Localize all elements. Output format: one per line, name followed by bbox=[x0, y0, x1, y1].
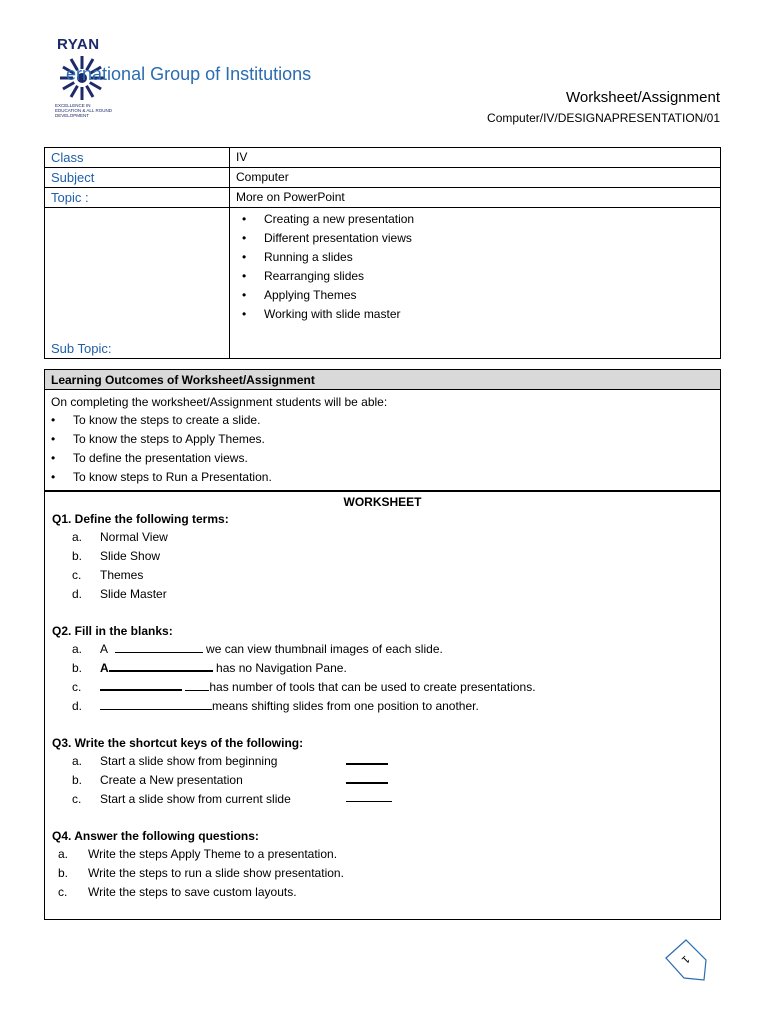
list-item bbox=[52, 864, 713, 883]
subtopic-label-cell bbox=[45, 208, 230, 359]
question-4-list bbox=[52, 845, 713, 902]
item-marker: b. bbox=[72, 661, 83, 675]
item-marker: b. bbox=[72, 549, 83, 563]
class-value: IV bbox=[230, 148, 721, 168]
question-1-list bbox=[52, 528, 713, 604]
subject-value: Computer bbox=[230, 168, 721, 188]
answer-blank bbox=[346, 790, 392, 802]
list-item: • Running a slides bbox=[236, 248, 714, 267]
outcomes-box bbox=[44, 390, 721, 491]
meta-table bbox=[44, 147, 721, 359]
item-marker: c. bbox=[72, 568, 82, 582]
item-marker: a. bbox=[72, 754, 83, 768]
list-item: • Different presentation views bbox=[236, 229, 714, 248]
item-marker: c. bbox=[72, 792, 82, 806]
list-item bbox=[52, 566, 713, 585]
item-text bbox=[80, 642, 443, 656]
subtopic-list-cell bbox=[230, 208, 721, 359]
item-text: Start a slide show from current slide bbox=[100, 792, 291, 806]
table-row bbox=[45, 168, 721, 188]
list-item: • Working with slide master bbox=[236, 305, 714, 324]
blank-suffix: we can view thumbnail images of each slide. bbox=[206, 642, 443, 656]
outcomes-list bbox=[51, 411, 714, 487]
topic-label: Topic : bbox=[45, 188, 230, 208]
question-1-title: Q1. Define the following terms: bbox=[52, 512, 229, 526]
outcomes-heading: Learning Outcomes of Worksheet/Assignment bbox=[44, 369, 721, 390]
list-item bbox=[52, 790, 713, 809]
item-marker: a. bbox=[72, 530, 83, 544]
item-text: Create a New presentation bbox=[100, 773, 243, 787]
table-row bbox=[45, 148, 721, 168]
list-item bbox=[52, 845, 713, 864]
class-label: Class bbox=[45, 148, 230, 168]
list-item: • Applying Themes bbox=[236, 286, 714, 305]
blank-line bbox=[115, 641, 203, 653]
worksheet-box bbox=[44, 491, 721, 920]
list-item bbox=[52, 640, 713, 659]
item-marker: a. bbox=[72, 642, 83, 656]
answer-blank bbox=[346, 771, 388, 784]
item-text: Normal View bbox=[100, 530, 168, 544]
worksheet-code: Computer/IV/DESIGNAPRESENTATION/01 bbox=[487, 111, 720, 125]
list-item bbox=[52, 585, 713, 604]
item-text: Write the steps to save custom layouts. bbox=[88, 885, 297, 899]
blank-suffix: has number of tools that can be used to create presentations. bbox=[209, 680, 536, 694]
item-text bbox=[80, 699, 479, 713]
logo-motto: EXCELLENCE IN EDUCATION & ALL ROUND DEVELOPMENT bbox=[55, 103, 113, 118]
question-2-list bbox=[52, 640, 713, 716]
list-item bbox=[52, 528, 713, 547]
list-item: • To know the steps to create a slide. bbox=[51, 411, 714, 430]
blank-suffix: has no Navigation Pane. bbox=[216, 661, 347, 675]
organization-name bbox=[46, 64, 311, 85]
list-item: • To define the presentation views. bbox=[51, 449, 714, 468]
blank-suffix: means shifting slides from one position to another. bbox=[212, 699, 479, 713]
list-item: • To know steps to Run a Presentation. bbox=[51, 468, 714, 487]
list-item bbox=[52, 771, 713, 790]
org-name-text: ernational Group of Institutions bbox=[66, 64, 312, 84]
list-item: • To know the steps to Apply Themes. bbox=[51, 430, 714, 449]
item-marker: c. bbox=[58, 885, 68, 899]
item-text: Start a slide show from beginning bbox=[100, 754, 278, 768]
question-4-title: Q4. Answer the following questions: bbox=[52, 829, 259, 843]
item-marker: d. bbox=[72, 587, 83, 601]
question-3-title: Q3. Write the shortcut keys of the following: bbox=[52, 736, 304, 750]
list-item bbox=[52, 883, 713, 902]
worksheet-heading: WORKSHEET bbox=[343, 495, 422, 509]
logo-text: RYAN bbox=[57, 36, 100, 53]
item-text: Slide Show bbox=[100, 549, 161, 563]
item-text: Write the steps Apply Theme to a presentation. bbox=[88, 847, 338, 861]
list-item: • Rearranging slides bbox=[236, 267, 714, 286]
list-item bbox=[52, 752, 713, 771]
item-marker: b. bbox=[72, 773, 83, 787]
item-marker: d. bbox=[72, 699, 83, 713]
worksheet-title: Worksheet/Assignment bbox=[566, 89, 720, 106]
list-item bbox=[52, 678, 713, 697]
item-marker: a. bbox=[58, 847, 69, 861]
table-row bbox=[45, 208, 721, 359]
item-text bbox=[80, 680, 536, 694]
blank-line bbox=[185, 679, 209, 691]
topic-value: More on PowerPoint bbox=[230, 188, 721, 208]
subtopic-list bbox=[236, 210, 714, 324]
item-text: Slide Master bbox=[100, 587, 167, 601]
list-item: • Creating a new presentation bbox=[236, 210, 714, 229]
item-marker: b. bbox=[58, 866, 69, 880]
item-text: Themes bbox=[100, 568, 144, 582]
outcomes-intro: On completing the worksheet/Assignment students will be able: bbox=[51, 395, 388, 409]
question-2-title: Q2. Fill in the blanks: bbox=[52, 624, 173, 638]
item-text bbox=[80, 661, 347, 675]
page-number: 1 bbox=[678, 952, 692, 966]
org-name-prefix bbox=[46, 64, 66, 84]
answer-blank bbox=[346, 752, 388, 765]
blank-prefix: A bbox=[100, 661, 109, 675]
blank-line bbox=[100, 678, 182, 691]
item-text: Write the steps to run a slide show presentation. bbox=[88, 866, 344, 880]
list-item bbox=[52, 547, 713, 566]
page-number-badge bbox=[664, 938, 708, 982]
item-marker: c. bbox=[72, 680, 82, 694]
subject-label: Subject bbox=[45, 168, 230, 188]
table-row bbox=[45, 188, 721, 208]
blank-line bbox=[109, 659, 213, 672]
list-item bbox=[52, 659, 713, 678]
question-3-list bbox=[52, 752, 713, 809]
blank-line bbox=[100, 698, 212, 710]
subtopic-label: Sub Topic: bbox=[51, 341, 112, 356]
blank-prefix: A bbox=[100, 642, 109, 656]
list-item bbox=[52, 697, 713, 716]
